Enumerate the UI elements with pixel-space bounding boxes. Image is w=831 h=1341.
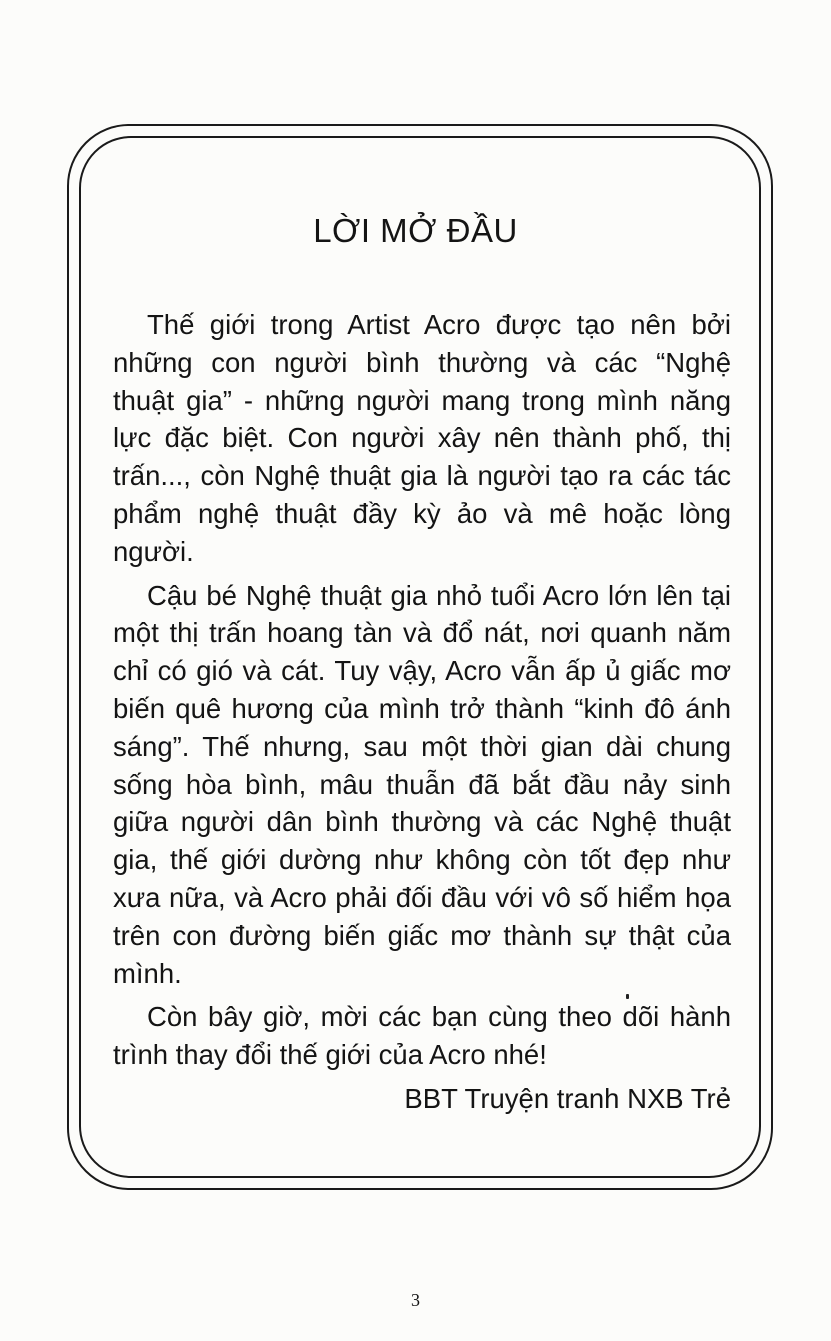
text-line: thuật gia” - những người mang trong mình năng	[113, 384, 731, 416]
text-line: chỉ có gió và cát. Tuy vậy, Acro vẫn ấp ủ giấc mơ	[113, 655, 731, 687]
paragraph-2	[113, 577, 731, 993]
text-line: gia, thế giới dường như không còn tốt đẹp như	[113, 844, 731, 876]
text-line: người.	[113, 535, 194, 567]
text-line: trình thay đổi thế giới của Acro nhé!	[113, 1039, 547, 1071]
paragraph-1	[113, 306, 731, 571]
text-line: biến quê hương của mình trở thành “kinh đô ánh	[113, 692, 731, 724]
scan-speck	[626, 994, 629, 999]
text-line: một thị trấn hoang tàn và đổ nát, nơi quanh năm	[113, 617, 731, 649]
text-line: Thế giới trong Artist Acro được tạo nên bởi	[147, 309, 731, 340]
page-number: 3	[411, 1290, 420, 1310]
text-line: trấn..., còn Nghệ thuật gia là người tạo ra các tác	[113, 460, 731, 492]
text-line: xưa nữa, và Acro phải đối đầu với vô số hiểm họa	[113, 881, 731, 913]
text-line: Còn bây giờ, mời các bạn cùng theo dõi hành	[147, 1001, 731, 1033]
text-line: những con người bình thường và các “Nghệ	[113, 346, 731, 378]
signature: BBT Truyện tranh NXB Trẻ	[404, 1082, 731, 1114]
text-line: Cậu bé Nghệ thuật gia nhỏ tuổi Acro lớn lên tại	[147, 579, 731, 611]
text-line: lực đặc biệt. Con người xây nên thành phố, thị	[113, 422, 731, 454]
text-line: trên con đường biến giấc mơ thành sự thật của	[113, 919, 731, 951]
text-line: giữa người dân bình thường và các Nghệ thuật	[113, 806, 731, 838]
text-line: mình.	[113, 957, 182, 989]
text-line: sáng”. Thế nhưng, sau một thời gian dài chung	[113, 730, 731, 762]
paragraph-3	[113, 998, 731, 1074]
text-line: sống hòa bình, mâu thuẫn đã bắt đầu nảy sinh	[113, 768, 731, 800]
text-line: phẩm nghệ thuật đầy kỳ ảo và mê hoặc lòng	[113, 497, 731, 529]
page-title: LỜI MỞ ĐẦU	[313, 212, 518, 249]
preface-body	[113, 306, 731, 1118]
